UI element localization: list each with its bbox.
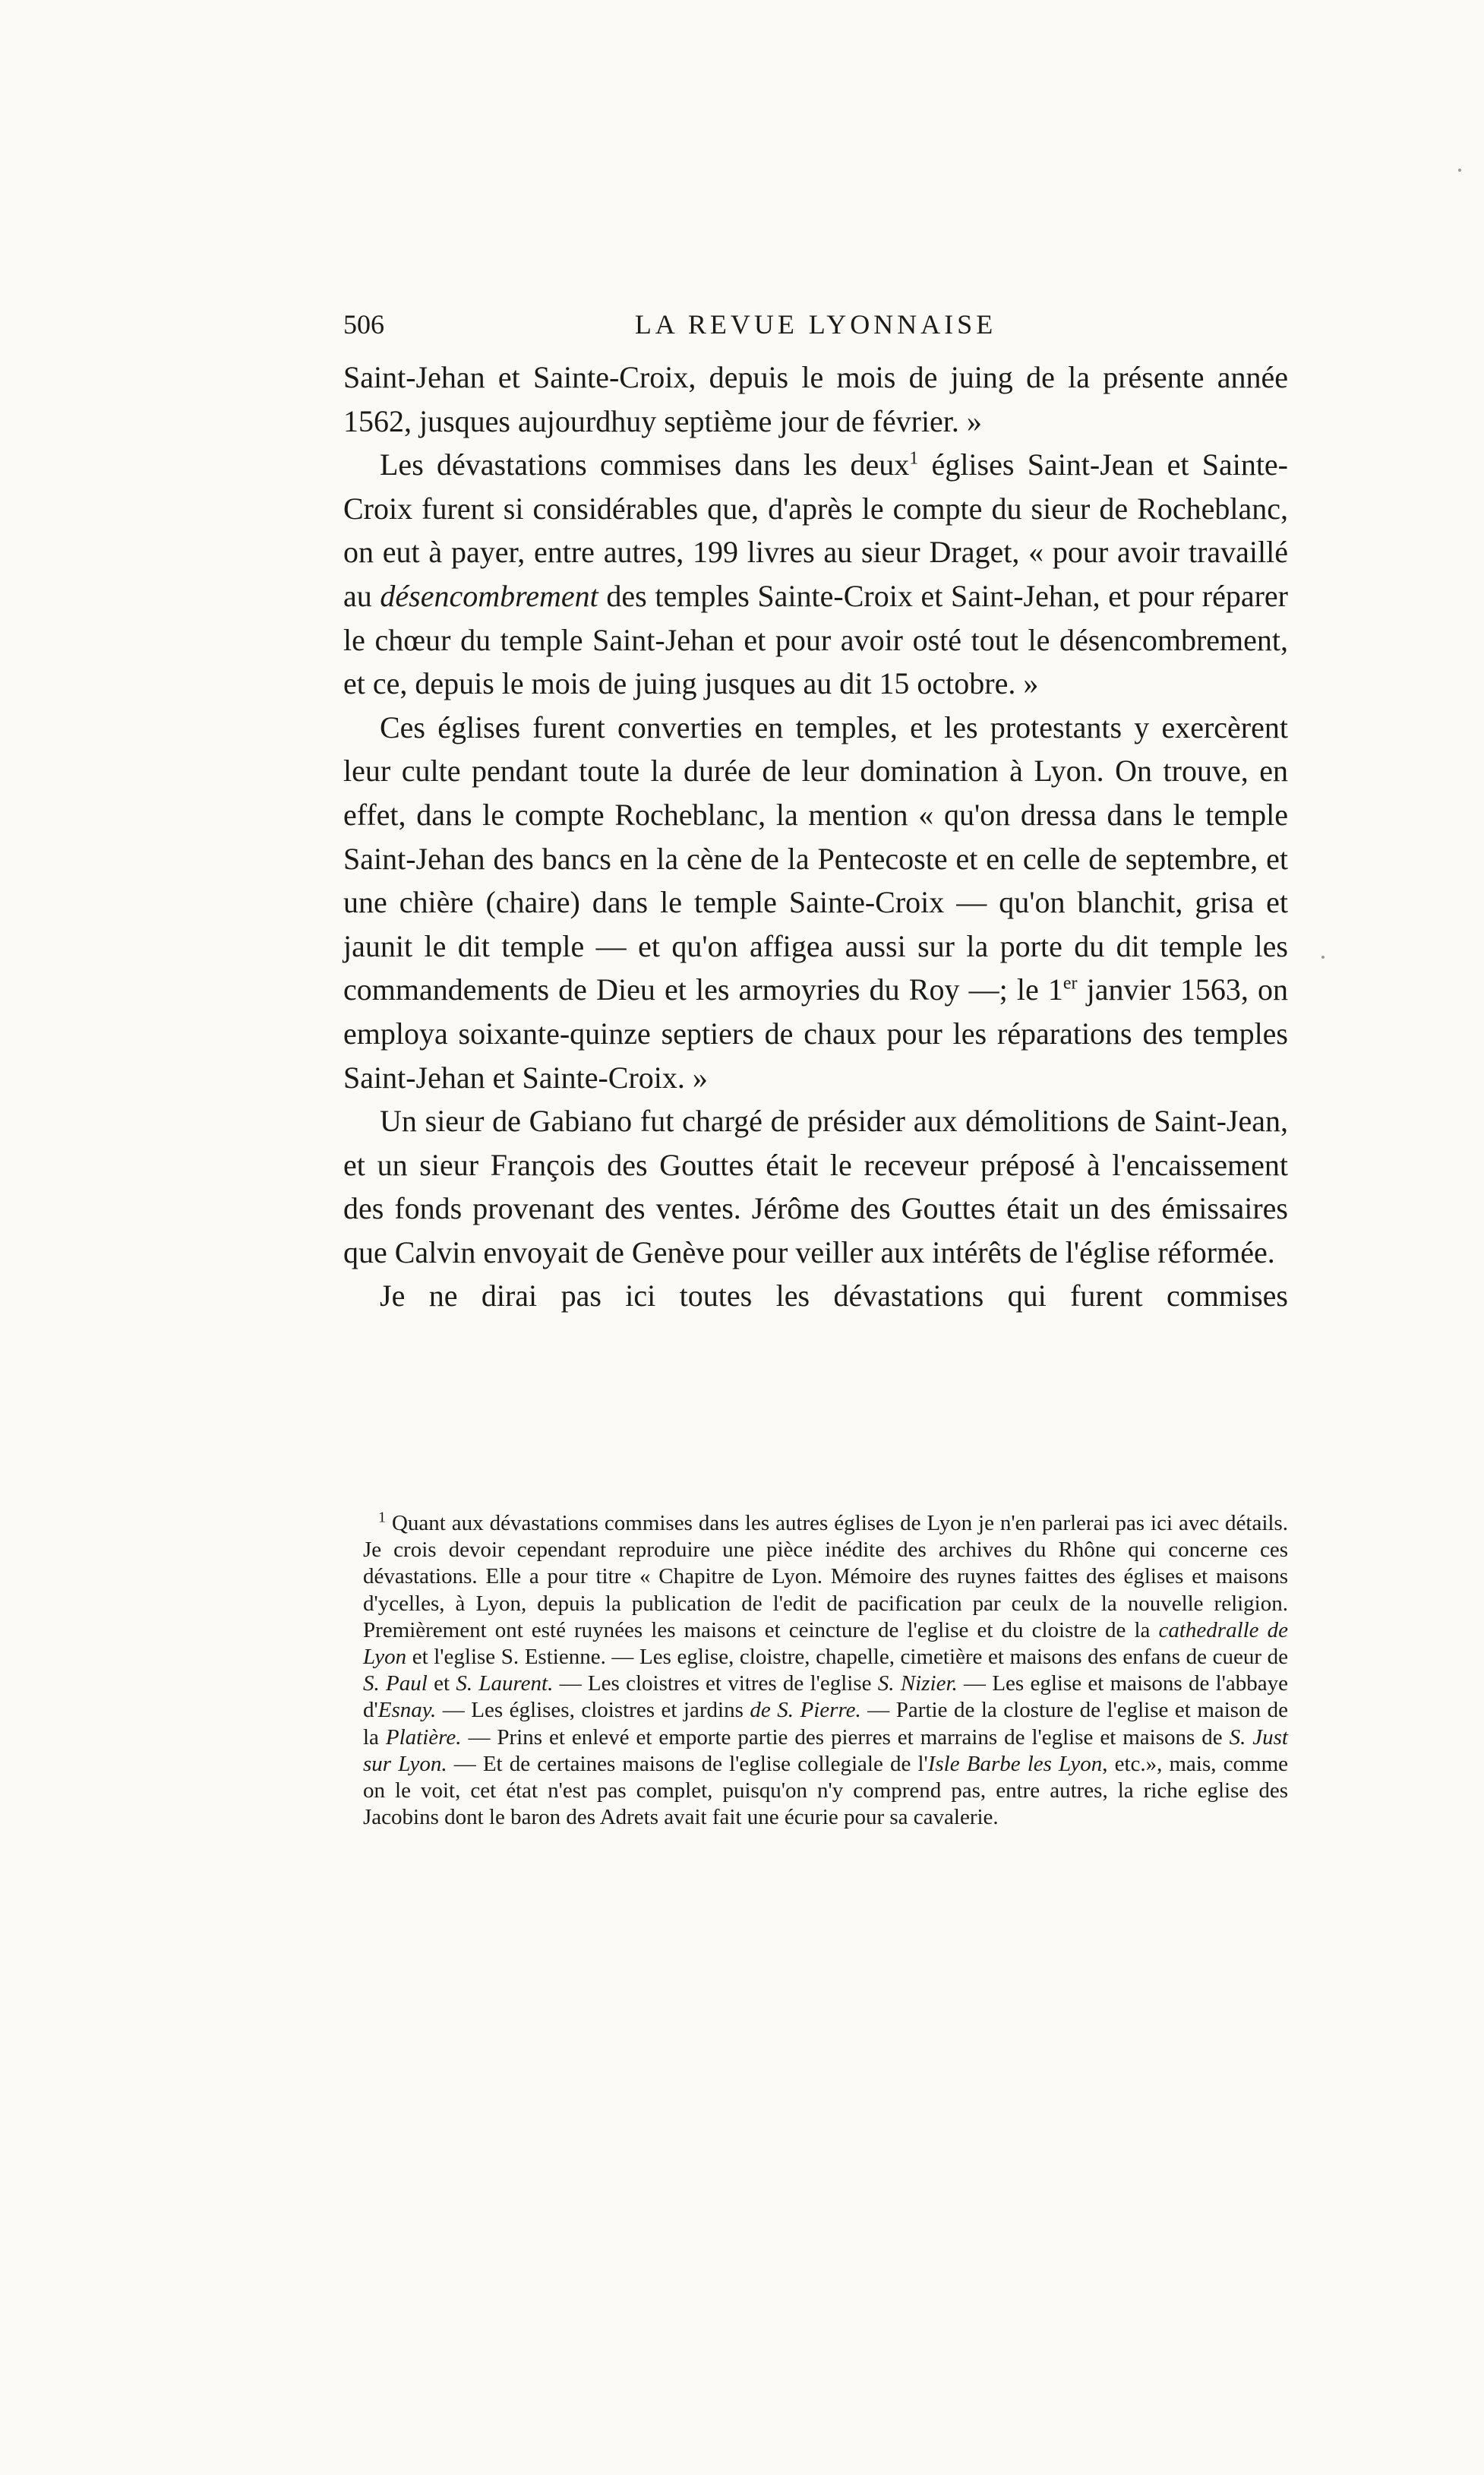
footnote-segment: et	[427, 1671, 456, 1696]
footnote-segment: — Partie de la closture de l'eglise et maison de la	[363, 1698, 1288, 1750]
scan-speck	[1458, 169, 1461, 172]
scan-speck	[1321, 956, 1325, 959]
footnote-reference: 1	[909, 448, 919, 469]
ordinal-superscript: er	[1062, 973, 1078, 994]
footnote-text	[363, 1510, 1288, 1831]
footnote-segment: — Les cloistres et vitres de l'eglise	[553, 1671, 878, 1696]
paragraph-3-start: Ces églises furent converties en temples, et les protestants y exercèrent leur culte pendant toute la durée de leur domination à Lyon. On trouve, en effet, dans le compte Rocheblanc, la mention « qu'on dressa dans le temple Saint-Jehan des bancs en la cène de la Pentecoste et en celle de septembre, et une chière (chaire) dans le temple Sainte-Croix — qu'on blanchit, grisa et jaunit le dit temple — et qu'on affigea aussi sur la porte du dit temple les commandements de Dieu et les armoyries du Roy —; le 1	[343, 710, 1288, 1007]
paragraph-3-end: janvier 1563, on employa soixante-quinze septiers de chaux pour les réparations des temples Saint-Jehan et Sainte-Croix. »	[343, 972, 1288, 1095]
page-header	[343, 308, 1288, 351]
paragraph-2-start: Les dévastations commises dans les deux	[380, 447, 910, 482]
paragraph-2	[343, 443, 1288, 706]
footnote-segment: — Les eglise et maisons de l'abbaye d'	[363, 1671, 1288, 1723]
paragraph-2-middle: églises Saint-Jean et Sainte-Croix furent si considérables que, d'après le compte du sieur de Rocheblanc, on eut à payer, entre autres, 199 livres au sieur Draget, « pour avoir travaillé au	[343, 447, 1289, 613]
footnote-italic: cathedralle de Lyon	[363, 1617, 1289, 1670]
footnote-italic: S. Laurent.	[456, 1671, 554, 1696]
footnote-mark: 1	[378, 1509, 386, 1526]
footnote-italic: S. Paul	[363, 1671, 428, 1696]
running-head: LA REVUE LYONNAISE	[634, 309, 997, 340]
page-number: 506	[343, 309, 384, 340]
footnote-segment: Quant aux dévastations commises dans les autres églises de Lyon je n'en parlerai pas ici avec détails. Je crois devoir cependant reproduire une pièce inédite des archives du Rhône qui concerne ces dévastations. Elle a pour titre « Chapitre de Lyon. Mémoire des ruynes faittes des églises et maisons d'ycelles, à Lyon, depuis la publication de l'edit de pacification par ceulx de la nouvelle religion. Premièrement ont esté ruynées les maisons et ceincture de l'eglise et du cloistre de la	[363, 1511, 1288, 1642]
footnote-italic: Isle Barbe les Lyon	[927, 1751, 1103, 1776]
footnote-segment: — Et de certaines maisons de l'eglise collegiale de l'	[447, 1751, 928, 1776]
paragraph-2-end: des temples Sainte-Croix et Saint-Jehan, et pour réparer le chœur du temple Saint-Jehan et pour avoir osté tout le désencombrement, et ce, depuis le mois de juing jusques au dit 15 octobre. »	[343, 578, 1289, 701]
paragraph-5: Je ne dirai pas ici toutes les dévastations qui furent commises	[380, 1279, 1288, 1313]
footnote-italic: Esnay.	[377, 1698, 437, 1723]
main-text	[343, 356, 1288, 1318]
paragraph-4: Un sieur de Gabiano fut chargé de présider aux démolitions de Saint-Jean, et un sieur François des Gouttes était le receveur préposé à l'encaissement des fonds provenant des ventes. Jérôme des Gouttes était un des émissaires que Calvin envoyait de Genève pour veiller aux intérêts de l'église réformée.	[343, 1104, 1288, 1269]
footnote-italic: de S. Pierre.	[750, 1698, 861, 1723]
footnote-segment: , etc.», mais, comme on le voit, cet état n'est pas complet, puisqu'on n'y comprend pas, entre autres, la riche eglise des Jacobins dont le baron des Adrets avait fait une écurie pour sa cavalerie.	[363, 1751, 1288, 1830]
paragraph-3	[343, 706, 1288, 1099]
footnote	[363, 1510, 1288, 1831]
footnote-segment: — Prins et enlevé et emporte partie des pierres et marrains de l'eglise et maisons de	[461, 1724, 1230, 1750]
paragraph-1: Saint-Jehan et Sainte-Croix, depuis le mois de juing de la présente année 1562, jusques aujourdhuy septième jour de février. »	[343, 360, 1288, 438]
footnote-italic: S. Just sur Lyon.	[363, 1724, 1288, 1776]
footnote-segment: — Les églises, cloistres et jardins	[436, 1698, 750, 1723]
italic-word: désencombrement	[380, 578, 598, 613]
footnote-segment: et l'eglise S. Estienne. — Les eglise, cloistre, chapelle, cimetière et maisons des enfans de cueur de	[406, 1645, 1288, 1670]
footnote-italic: S. Nizier.	[877, 1671, 958, 1696]
footnote-italic: Platière.	[385, 1724, 462, 1750]
